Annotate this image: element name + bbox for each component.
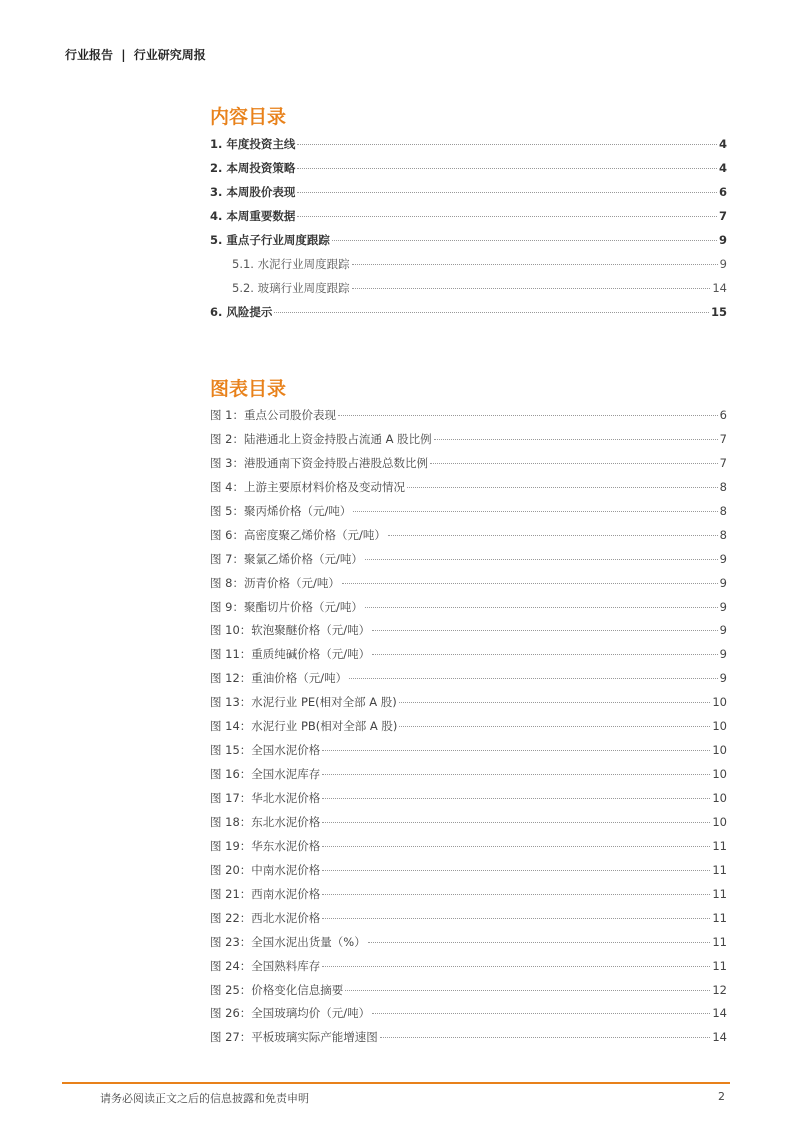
figures-title: 图表目录 — [210, 378, 287, 400]
dot-leader — [322, 894, 710, 895]
figure-entry[interactable] — [210, 907, 727, 931]
figure-entry[interactable] — [210, 979, 727, 1003]
figure-entry[interactable] — [210, 739, 727, 763]
toc-entry-page-number: 4 — [718, 137, 727, 151]
dot-leader — [322, 798, 710, 799]
dot-leader — [345, 990, 710, 991]
figure-entry-label: 图 4：上游主要原材料价格及变动情况 — [210, 479, 405, 494]
figures-list — [210, 404, 727, 1050]
footer-page-number: 2 — [718, 1090, 725, 1103]
figure-entry[interactable] — [210, 763, 727, 787]
figure-entry[interactable] — [210, 428, 727, 452]
figure-entry[interactable] — [210, 619, 727, 643]
figure-entry[interactable] — [210, 548, 727, 572]
dot-leader — [368, 942, 711, 943]
figure-entry-page-number: 11 — [712, 838, 727, 853]
toc-entry[interactable] — [210, 300, 727, 324]
figure-entry-page-number: 10 — [712, 814, 727, 829]
toc-entry-label: 4. 本周重要数据 — [210, 209, 296, 223]
figure-entry-page-number: 11 — [712, 886, 727, 901]
toc-entry[interactable] — [210, 276, 727, 300]
figure-entry[interactable] — [210, 500, 727, 524]
dot-leader — [322, 918, 710, 919]
toc-title: 内容目录 — [210, 106, 287, 128]
dot-leader — [297, 216, 717, 217]
toc-entry-page-number: 4 — [718, 161, 727, 175]
figure-entry-label: 图 14：水泥行业 PB(相对全部 A 股) — [210, 719, 398, 734]
figure-entry-page-number: 11 — [712, 958, 727, 973]
dot-leader — [322, 846, 710, 847]
header-report-type: 行业研究周报 — [133, 48, 206, 62]
figure-entry[interactable] — [210, 1002, 727, 1026]
toc-entry-label: 1. 年度投资主线 — [210, 137, 296, 151]
figure-entry-label: 图 18：东北水泥价格 — [210, 814, 321, 829]
header-separator: | — [121, 48, 126, 62]
toc-entry[interactable] — [210, 252, 727, 276]
figure-entry-page-number: 6 — [719, 408, 727, 422]
dot-leader — [380, 1037, 711, 1038]
figure-entry[interactable] — [210, 787, 727, 811]
dot-leader — [297, 192, 717, 193]
figure-entry-page-number: 9 — [719, 623, 727, 638]
figure-entry-label: 图 24：全国熟料库存 — [210, 958, 321, 973]
dot-leader — [338, 415, 718, 416]
figure-entry-label: 图 19：华东水泥价格 — [210, 838, 321, 853]
figure-entry-label: 图 13：水泥行业 PE(相对全部 A 股) — [210, 695, 397, 710]
figure-entry-label: 图 22：西北水泥价格 — [210, 910, 321, 925]
toc-entry-label: 5. 重点子行业周度跟踪 — [210, 233, 330, 247]
figure-entry-label: 图 20：中南水泥价格 — [210, 862, 321, 877]
figure-entry-page-number: 10 — [712, 719, 727, 734]
dot-leader — [322, 966, 710, 967]
figure-entry-page-number: 9 — [719, 551, 727, 566]
figure-entry[interactable] — [210, 715, 727, 739]
toc-entry[interactable] — [210, 156, 727, 180]
toc-entry-page-number: 9 — [719, 257, 727, 271]
figure-entry[interactable] — [210, 835, 727, 859]
figure-entry[interactable] — [210, 476, 727, 500]
figure-entry-page-number: 11 — [712, 862, 727, 877]
header-category: 行业报告 — [65, 48, 114, 62]
dot-leader — [349, 678, 718, 679]
toc-entry-label: 3. 本周股价表现 — [210, 185, 296, 199]
figure-entry-label: 图 9：聚酯切片价格（元/吨） — [210, 599, 363, 614]
figure-entry[interactable] — [210, 931, 727, 955]
dot-leader — [297, 144, 717, 145]
figure-entry-page-number: 12 — [712, 982, 727, 997]
figure-entry-label: 图 12：重油价格（元/吨） — [210, 671, 348, 686]
toc-entry-label: 5.1. 水泥行业周度跟踪 — [232, 257, 350, 271]
figure-entry-label: 图 23：全国水泥出货量（%） — [210, 934, 366, 949]
figure-entry-page-number: 8 — [719, 503, 727, 518]
report-header — [65, 46, 206, 63]
figure-entry-page-number: 9 — [719, 647, 727, 662]
figure-entry-label: 图 15：全国水泥价格 — [210, 743, 321, 758]
dot-leader — [372, 630, 718, 631]
toc-list — [210, 132, 727, 324]
dot-leader — [365, 559, 718, 560]
figure-entry[interactable] — [210, 404, 727, 428]
dot-leader — [322, 774, 710, 775]
dot-leader — [388, 535, 718, 536]
dot-leader — [322, 750, 710, 751]
toc-entry-label: 5.2. 玻璃行业周度跟踪 — [232, 281, 350, 295]
dot-leader — [372, 654, 718, 655]
figure-entry-page-number: 10 — [712, 791, 727, 805]
figure-entry-page-number: 7 — [719, 431, 727, 446]
toc-entry-page-number: 6 — [718, 185, 727, 199]
figure-entry-label: 图 25：价格变化信息摘要 — [210, 982, 344, 997]
figure-entry-label: 图 1：重点公司股价表现 — [210, 408, 336, 422]
dot-leader — [274, 312, 709, 313]
toc-entry-label: 2. 本周投资策略 — [210, 161, 296, 175]
toc-entry-page-number: 15 — [710, 305, 727, 319]
figure-entry-label: 图 7：聚氯乙烯价格（元/吨） — [210, 551, 363, 566]
figure-entry-page-number: 10 — [712, 695, 727, 710]
dot-leader — [407, 487, 718, 488]
figure-entry-label: 图 8：沥青价格（元/吨） — [210, 575, 340, 590]
toc-entry[interactable] — [210, 132, 727, 156]
figure-entry-page-number: 8 — [719, 527, 727, 542]
toc-entry[interactable] — [210, 204, 727, 228]
figure-entry-page-number: 10 — [712, 743, 727, 758]
figure-entry[interactable] — [210, 1026, 727, 1050]
figure-entry[interactable] — [210, 572, 727, 596]
dot-leader — [430, 463, 718, 464]
figure-entry-page-number: 14 — [712, 1006, 727, 1021]
dot-leader — [342, 583, 718, 584]
footer-disclaimer: 请务必阅读正文之后的信息披露和免责申明 — [100, 1092, 309, 1105]
figure-entry-label: 图 26：全国玻璃均价（元/吨） — [210, 1006, 371, 1021]
dot-leader — [322, 870, 710, 871]
figure-entry[interactable] — [210, 955, 727, 979]
figure-entry-page-number: 9 — [719, 671, 727, 686]
dot-leader — [332, 240, 717, 241]
figure-entry[interactable] — [210, 883, 727, 907]
figure-entry-label: 图 16：全国水泥库存 — [210, 767, 321, 782]
figure-entry[interactable] — [210, 524, 727, 548]
dot-leader — [365, 607, 718, 608]
figure-entry-page-number: 8 — [719, 479, 727, 494]
footer-divider — [62, 1082, 730, 1084]
dot-leader — [372, 1013, 710, 1014]
figure-entry-page-number: 9 — [719, 575, 727, 590]
dot-leader — [297, 168, 717, 169]
dot-leader — [352, 264, 718, 265]
figure-entry-page-number: 10 — [712, 767, 727, 782]
figure-entry[interactable] — [210, 667, 727, 691]
figure-entry-label: 图 6：高密度聚乙烯价格（元/吨） — [210, 527, 386, 542]
figure-entry[interactable] — [210, 596, 727, 620]
figure-entry-page-number: 7 — [719, 455, 727, 470]
dot-leader — [353, 511, 717, 512]
figure-entry-page-number: 9 — [719, 599, 727, 614]
toc-entry[interactable] — [210, 228, 727, 252]
dot-leader — [399, 702, 711, 703]
figure-entry-label: 图 21：西南水泥价格 — [210, 886, 321, 901]
figure-entry-label: 图 2：陆港通北上资金持股占流通 A 股比例 — [210, 431, 432, 446]
figure-entry-label: 图 17：华北水泥价格 — [210, 791, 321, 805]
dot-leader — [322, 822, 710, 823]
toc-entry-page-number: 9 — [718, 233, 727, 247]
figure-entry[interactable] — [210, 452, 727, 476]
toc-entry-label: 6. 风险提示 — [210, 305, 273, 319]
dot-leader — [434, 439, 718, 440]
figure-entry-label: 图 10：软泡聚醚价格（元/吨） — [210, 623, 371, 638]
figure-entry-page-number: 11 — [712, 934, 727, 949]
figure-entry-label: 图 3：港股通南下资金持股占港股总数比例 — [210, 455, 428, 470]
figure-entry[interactable] — [210, 643, 727, 667]
toc-entry-page-number: 14 — [712, 281, 727, 295]
figure-entry[interactable] — [210, 811, 727, 835]
figure-entry-page-number: 11 — [712, 910, 727, 925]
dot-leader — [352, 288, 711, 289]
figure-entry-label: 图 11：重质纯碱价格（元/吨） — [210, 647, 371, 662]
figure-entry-label: 图 27：平板玻璃实际产能增速图 — [210, 1030, 378, 1045]
figure-entry[interactable] — [210, 859, 727, 883]
figure-entry[interactable] — [210, 691, 727, 715]
toc-entry[interactable] — [210, 180, 727, 204]
dot-leader — [399, 726, 710, 727]
toc-entry-page-number: 7 — [718, 209, 727, 223]
figure-entry-label: 图 5：聚丙烯价格（元/吨） — [210, 503, 352, 518]
figure-entry-page-number: 14 — [712, 1030, 727, 1045]
